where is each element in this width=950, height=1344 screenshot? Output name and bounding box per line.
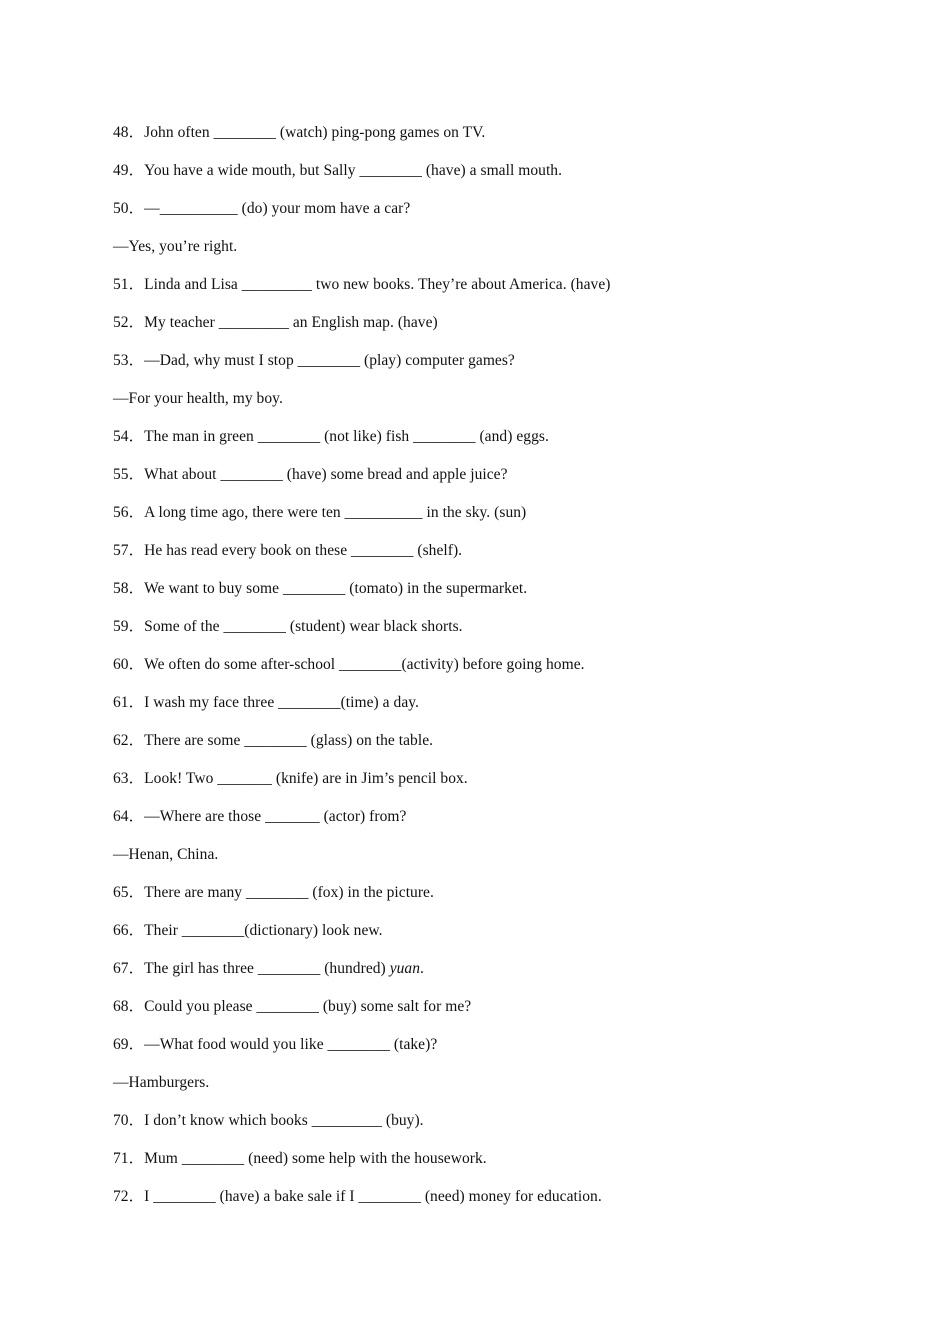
question-number: 50． [113, 200, 145, 217]
question-number: 55． [113, 466, 145, 483]
question-number: 69． [113, 1036, 145, 1053]
question-50 [113, 197, 893, 235]
question-text: You have a wide mouth, but Sally ________ (have) a small mouth. [144, 162, 563, 179]
question-58 [113, 577, 893, 615]
question-number: 61． [113, 694, 145, 711]
question-text: The girl has three ________ (hundred) [144, 960, 390, 977]
question-text: The man in green ________ (not like) fish ________ (and) eggs. [144, 428, 549, 445]
dialogue-reply: —Yes, you’re right. [113, 238, 238, 255]
question-text: Could you please ________ (buy) some salt for me? [144, 998, 472, 1015]
question-number: 53． [113, 352, 145, 369]
question-text: —Dad, why must I stop ________ (play) computer games? [144, 352, 515, 369]
question-70 [113, 1109, 893, 1147]
question-number: 65． [113, 884, 145, 901]
question-52 [113, 311, 893, 349]
question-54 [113, 425, 893, 463]
question-number: 52． [113, 314, 145, 331]
question-64 [113, 805, 893, 843]
answer-line [113, 387, 893, 425]
question-text: What about ________ (have) some bread and apple juice? [144, 466, 508, 483]
question-number: 57． [113, 542, 145, 559]
question-number: 67． [113, 960, 145, 977]
question-number: 72． [113, 1188, 145, 1205]
question-56 [113, 501, 893, 539]
question-61 [113, 691, 893, 729]
question-57 [113, 539, 893, 577]
question-text: John often ________ (watch) ping-pong games on TV. [144, 124, 486, 141]
question-48 [113, 121, 893, 159]
question-68 [113, 995, 893, 1033]
question-69 [113, 1033, 893, 1071]
question-number: 60． [113, 656, 145, 673]
question-text: Their ________(dictionary) look new. [144, 922, 383, 939]
question-number: 58． [113, 580, 145, 597]
question-65 [113, 881, 893, 919]
question-text: Some of the ________ (student) wear black shorts. [144, 618, 463, 635]
question-text: Look! Two _______ (knife) are in Jim’s pencil box. [144, 770, 468, 787]
question-text: My teacher _________ an English map. (have) [144, 314, 438, 331]
question-number: 56． [113, 504, 145, 521]
question-text: I ________ (have) a bake sale if I ________ (need) money for education. [144, 1188, 602, 1205]
dialogue-reply: —Henan, China. [113, 846, 219, 863]
question-number: 70． [113, 1112, 145, 1129]
question-text: Mum ________ (need) some help with the housework. [144, 1150, 487, 1167]
question-text: There are some ________ (glass) on the table. [144, 732, 434, 749]
question-number: 49． [113, 162, 145, 179]
question-number: 71． [113, 1150, 145, 1167]
question-55 [113, 463, 893, 501]
question-list [113, 121, 893, 1223]
question-text: There are many ________ (fox) in the picture. [144, 884, 434, 901]
question-63 [113, 767, 893, 805]
question-number: 62． [113, 732, 145, 749]
question-62 [113, 729, 893, 767]
question-text: —What food would you like ________ (take)? [144, 1036, 438, 1053]
question-text: We often do some after-school ________(activity) before going home. [144, 656, 585, 673]
question-text: —__________ (do) your mom have a car? [144, 200, 411, 217]
question-number: 59． [113, 618, 145, 635]
answer-line [113, 1071, 893, 1109]
question-51 [113, 273, 893, 311]
question-number: 48． [113, 124, 145, 141]
italic-word: yuan [389, 960, 421, 977]
dialogue-reply: —For your health, my boy. [113, 390, 283, 407]
question-59 [113, 615, 893, 653]
question-text: He has read every book on these ________ (shelf). [144, 542, 463, 559]
answer-line [113, 235, 893, 273]
question-67 [113, 957, 893, 995]
question-text: Linda and Lisa _________ two new books. They’re about America. (have) [144, 276, 611, 293]
question-72 [113, 1185, 893, 1223]
dialogue-reply: —Hamburgers. [113, 1074, 210, 1091]
question-text: —Where are those _______ (actor) from? [144, 808, 407, 825]
question-text: A long time ago, there were ten __________ in the sky. (sun) [144, 504, 527, 521]
question-60 [113, 653, 893, 691]
question-number: 66． [113, 922, 145, 939]
question-text: I wash my face three ________(time) a day. [144, 694, 419, 711]
answer-line [113, 843, 893, 881]
question-text: We want to buy some ________ (tomato) in the supermarket. [144, 580, 528, 597]
question-number: 63． [113, 770, 145, 787]
question-66 [113, 919, 893, 957]
question-49 [113, 159, 893, 197]
question-number: 68． [113, 998, 145, 1015]
question-53 [113, 349, 893, 387]
question-number: 51． [113, 276, 145, 293]
question-71 [113, 1147, 893, 1185]
question-number: 64． [113, 808, 145, 825]
question-text: I don’t know which books _________ (buy). [144, 1112, 424, 1129]
question-number: 54． [113, 428, 145, 445]
question-text-end: . [420, 960, 424, 977]
